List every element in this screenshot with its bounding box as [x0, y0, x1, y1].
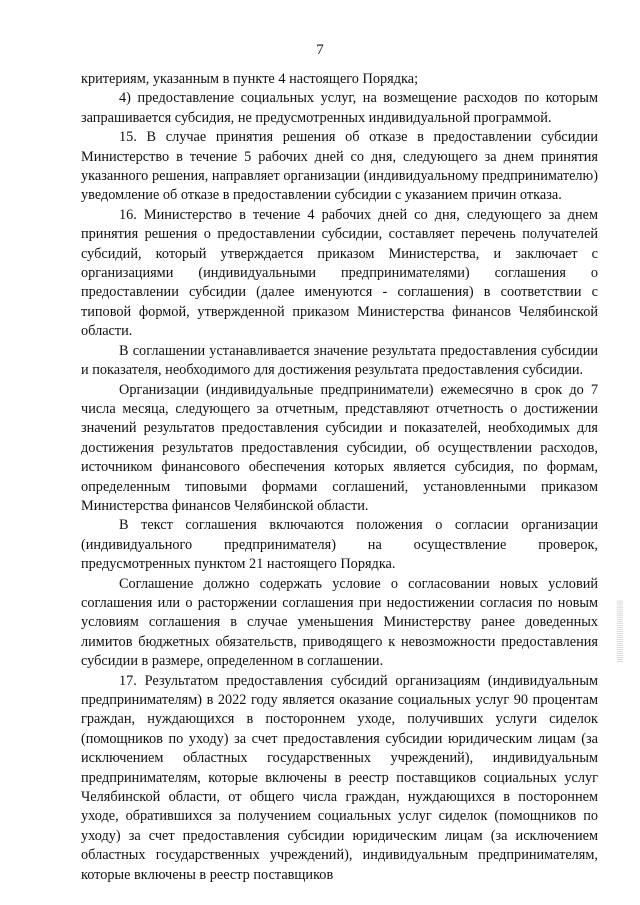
paragraph-16: 16. Министерство в течение 4 рабочих дней со дня, следующего за днем принятия решения о предоставлении субсидии, составляет перечень получателей субсидий, который утверждается приказом Министерства, и заключает с организациями (индивидуальными предпринимателями) соглашения о предоставлении субсидии (далее именуются - соглашения) в соответствии с типовой формой, утвержденной приказом Министерства финансов Челябинской области. [81, 206, 598, 340]
paragraph-17: 17. Результатом предоставления субсидий организациям (индивидуальным предпринимателям) в 2022 году является оказание социальных услуг 90 процентам граждан, нуждающихся в постороннем уходе, получивших услуги сиделок (помощников по уходу) за счет предоставления субсидии юридическим лицам (за исключением областных государственных учреждений), индивидуальным предпринимателям, которые включены в реестр поставщиков социальных услуг Челябинской области, от общего числа граждан, нуждающихся в постороннем уходе, обратившихся за получением социальных услуг сиделок (помощников по уходу) за счет предоставления субсидии юридическим лицам (за исключением областных государственных учреждений), индивидуальным предпринимателям, которые включены в реестр поставщиков [81, 672, 598, 883]
page-number: 7 [316, 42, 324, 58]
paragraph-new-conditions: Соглашение должно содержать условие о согласовании новых условий соглашения или о расторжении соглашения при недостижении согласия по новым условиям соглашения в случае уменьшения Министерству ранее доведенных лимитов бюджетных обязательств, приводящего к невозможности предоставления субсидии в размере, определенном в соглашении. [81, 575, 598, 670]
paragraph-item-4: 4) предоставление социальных услуг, на возмещение расходов по которым запрашивается субсидия, не предусмотренных индивидуальной программой. [81, 90, 598, 126]
paragraph-agreement-result: В соглашении устанавливается значение результата предоставления субсидии и показателя, необходимого для достижения результата предоставления субсидии. [81, 342, 598, 379]
margin-scan-mark: ||||||||||||||||||||||||||||||| [616, 600, 623, 663]
paragraph-continuation: критериям, указанным в пункте 4 настоящего Порядка; [81, 71, 419, 87]
document-body [81, 70, 598, 885]
paragraph-inspection-consent: В текст соглашения включаются положения о согласии организации (индивидуального предпринимателя) на осуществление проверок, предусмотренных пунктом 21 настоящего Порядка. [81, 517, 598, 573]
paragraph-15: 15. В случае принятия решения об отказе в предоставлении субсидии Министерство в течение 5 рабочих дней со дня, следующего за днем принятия указанного решения, направляет организации (индивидуальному предпринимателю) уведомление об отказе в предоставлении субсидии с указанием причин отказа. [81, 129, 598, 204]
paragraph-reporting: Организации (индивидуальные предприниматели) ежемесячно в срок до 7 числа месяца, следующего за отчетным, представляют отчетность о достижении значений результатов предоставления субсидии и показателей, необходимых для достижения результатов предоставления субсидии, об осуществлении расходов, источником финансового обеспечения которых является субсидия, по формам, определенным типовыми формами соглашений, установленными приказом Министерства финансов Челябинской области. [81, 381, 598, 514]
